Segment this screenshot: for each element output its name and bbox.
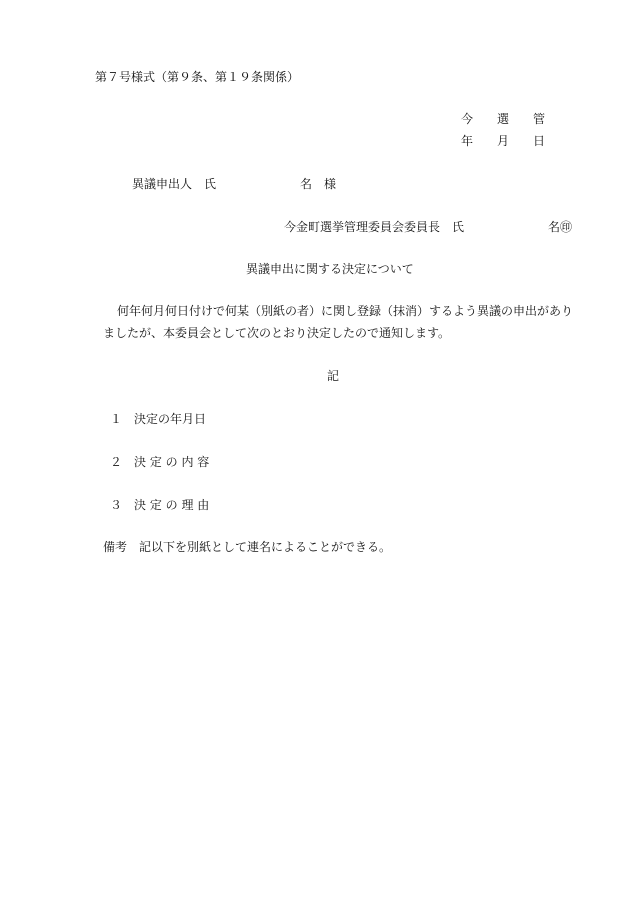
- list-item-decision-reason: ３ 決 定 の 理 由: [110, 498, 210, 512]
- sender-name: 今金町選挙管理委員会委員長 氏 名: [284, 220, 561, 234]
- ki-heading: 記: [327, 369, 340, 383]
- body-text-line-1: 何年何月何日付けで何某（別紙の者）に関し登録（抹消）するよう異議の申出があり: [117, 304, 574, 318]
- sender-line: [284, 221, 572, 233]
- form-header: 第７号様式（第９条、第１９条関係）: [95, 70, 300, 84]
- document-number: 今 選 管: [461, 112, 546, 126]
- recipient-line: 異議申出人 氏 名 様: [132, 177, 337, 191]
- document-date: 年 月 日: [461, 134, 546, 148]
- list-item-decision-content: ２ 決 定 の 内 容: [110, 455, 210, 469]
- remarks-note: 備考 記以下を別紙として連名によることができる。: [103, 540, 392, 554]
- seal-mark: ㊞: [560, 220, 573, 234]
- document-title: 異議申出に関する決定について: [246, 262, 414, 276]
- body-text-line-2: ましたが、本委員会として次のとおり決定したので通知します。: [103, 326, 451, 340]
- list-item-decision-date: １ 決定の年月日: [110, 412, 207, 426]
